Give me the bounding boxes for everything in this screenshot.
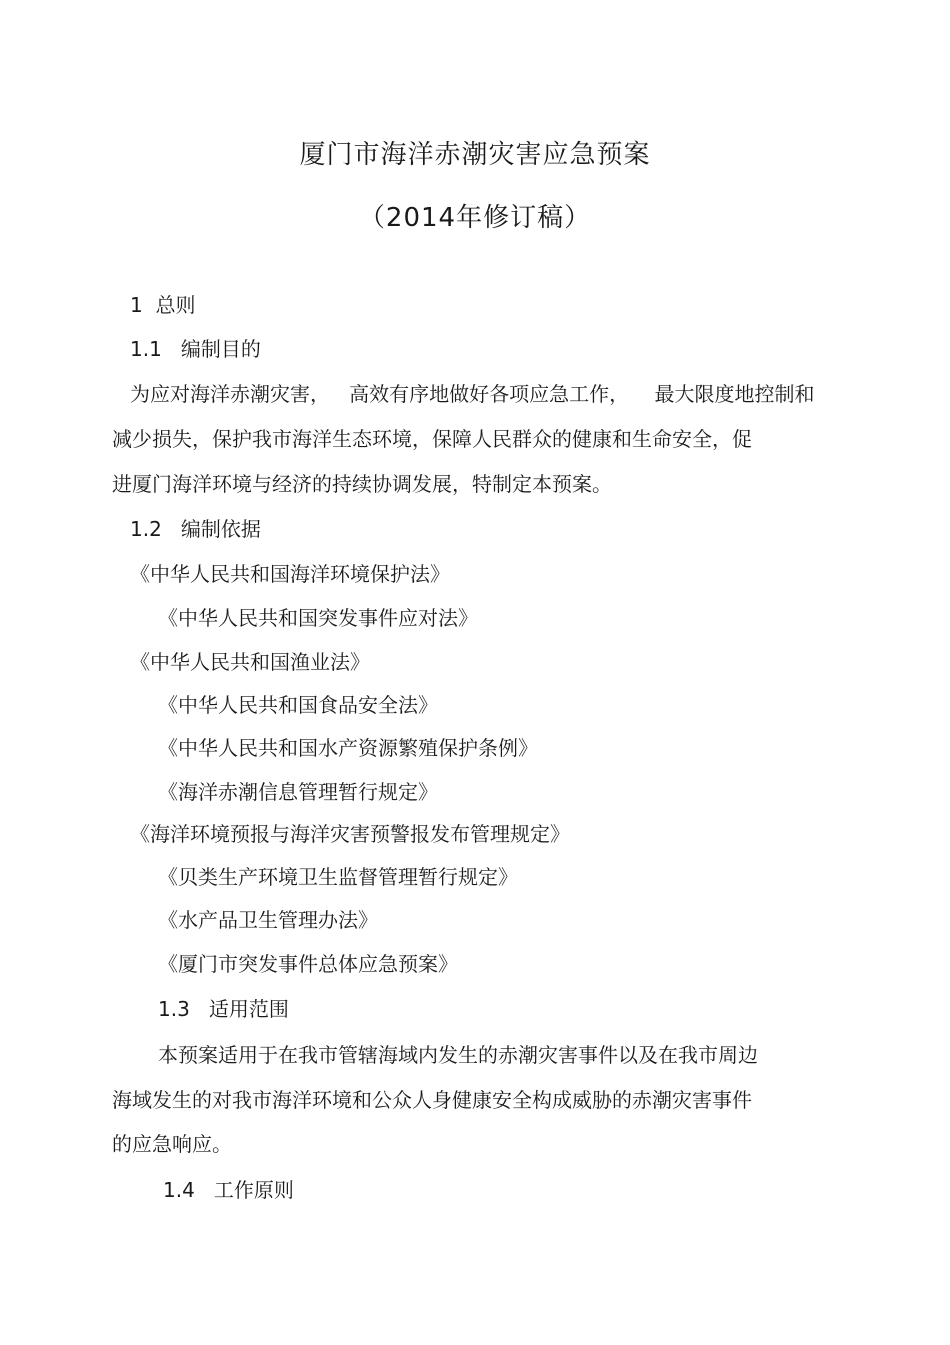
reference-item: 《贝类生产环境卫生监督管理暂行规定》 [158, 865, 518, 889]
body-paragraph-line: 本预案适用于在我市管辖海域内发生的赤潮灾害事件以及在我市周边 [158, 1043, 758, 1067]
section-heading-1-4: 1.4 工作原则 [163, 1178, 294, 1202]
document-title: 厦门市海洋赤潮灾害应急预案 [299, 140, 651, 170]
section-heading-1: 1 总则 [130, 293, 196, 317]
body-paragraph-line: 进厦门海洋环境与经济的持续协调发展，特制定本预案。 [112, 472, 612, 496]
reference-item: 《中华人民共和国水产资源繁殖保护条例》 [158, 736, 538, 760]
reference-item: 《中华人民共和国海洋环境保护法》 [130, 562, 450, 586]
body-paragraph-line: 为应对海洋赤潮灾害， 高效有序地做好各项应急工作， 最大限度地控制和 [130, 382, 815, 406]
body-paragraph-line: 的应急响应。 [112, 1132, 232, 1156]
reference-item: 《水产品卫生管理办法》 [158, 908, 378, 932]
section-heading-1-1: 1.1 编制目的 [130, 337, 261, 361]
section-heading-1-2: 1.2 编制依据 [130, 517, 261, 541]
reference-item: 《中华人民共和国食品安全法》 [158, 693, 438, 717]
reference-item: 《中华人民共和国突发事件应对法》 [158, 606, 478, 630]
reference-item: 《厦门市突发事件总体应急预案》 [158, 952, 458, 976]
body-paragraph-line: 减少损失，保护我市海洋生态环境，保障人民群众的健康和生命安全，促 [112, 427, 752, 451]
reference-item: 《中华人民共和国渔业法》 [130, 650, 370, 674]
reference-item: 《海洋赤潮信息管理暂行规定》 [158, 780, 438, 804]
body-paragraph-line: 海域发生的对我市海洋环境和公众人身健康安全构成威胁的赤潮灾害事件 [112, 1088, 752, 1112]
section-heading-1-3: 1.3 适用范围 [158, 997, 289, 1021]
reference-item: 《海洋环境预报与海洋灾害预警报发布管理规定》 [130, 822, 570, 846]
document-subtitle: （2014年修订稿） [358, 203, 592, 233]
